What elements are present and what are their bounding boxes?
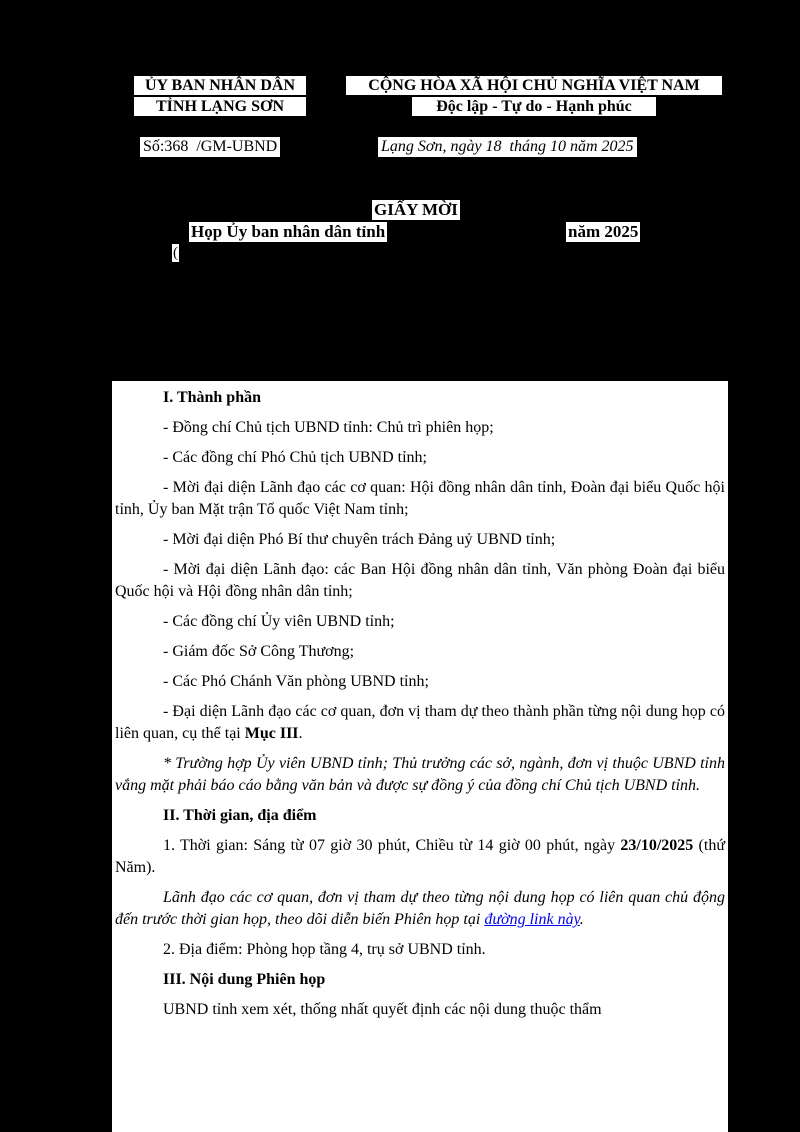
participant-item-9	[115, 701, 725, 745]
national-title: CỘNG HÒA XÃ HỘI CHỦ NGHĨA VIỆT NAM	[346, 76, 722, 95]
participant-item-5: - Mời đại diện Lãnh đạo: các Ban Hội đồng nhân dân tỉnh, Văn phòng Đoàn đại biểu Quốc hội và Hội đồng nhân dân tỉnh;	[115, 561, 725, 600]
issuer-name-line1: ỦY BAN NHÂN DÂN	[134, 76, 306, 95]
participant-item-9-end: .	[298, 725, 303, 742]
meeting-place: 2. Địa điểm: Phòng họp tầng 4, trụ sở UBND tỉnh.	[163, 941, 486, 958]
absence-note: * Trường hợp Ủy viên UBND tỉnh; Thủ trưởng các sở, ngành, đơn vị thuộc UBND tỉnh vắng mặt phải báo cáo bằng văn bản và được sự đồng ý của đồng chí Chủ tịch UBND tỉnh.	[115, 755, 725, 794]
participant-item-8: - Các Phó Chánh Văn phòng UBND tỉnh;	[163, 673, 429, 690]
section-1-heading: I. Thành phần	[163, 389, 261, 406]
section-reference: Mục III	[244, 725, 299, 742]
meeting-link[interactable]: đường link này	[484, 911, 580, 928]
document-type: GIẤY MỜI	[374, 200, 458, 219]
participant-item-2: - Các đồng chí Phó Chủ tịch UBND tỉnh;	[163, 449, 427, 466]
reference-prefix: Số:	[143, 138, 165, 155]
participant-item-9-text: - Đại diện Lãnh đạo các cơ quan, đơn vị tham dự theo thành phần từng nội dung họp có liên quan, cụ thể tại	[115, 703, 725, 742]
issuer-name-line2: TỈNH LẠNG SƠN	[134, 97, 306, 116]
reference-suffix: /GM-UBND	[196, 138, 278, 155]
reference-number	[140, 137, 280, 157]
meeting-date: 23/10/2025	[620, 837, 694, 854]
subject-part2: năm 2025	[568, 222, 639, 241]
participant-item-1: - Đồng chí Chủ tịch UBND tỉnh: Chủ trì phiên họp;	[163, 419, 494, 436]
date-day: 18	[485, 138, 502, 155]
section-3-heading: III. Nội dung Phiên họp	[163, 971, 326, 988]
participant-item-6: - Các đồng chí Ủy viên UBND tỉnh;	[163, 613, 395, 630]
attendance-note	[115, 887, 725, 931]
place-date-suffix: tháng 10 năm 2025	[509, 138, 634, 155]
document-body	[112, 381, 728, 1132]
attendance-note-text: Lãnh đạo các cơ quan, đơn vị tham dự theo từng nội dung họp có liên quan chủ động đến trước thời gian họp, theo dõi diễn biến Phiên họp tại	[115, 889, 725, 928]
subject-part1: Họp Ủy ban nhân dân tỉnh	[191, 222, 386, 241]
place-date-prefix: Lạng Sơn, ngày	[381, 138, 482, 155]
redaction-block	[404, 222, 564, 244]
subject-paren: (	[173, 245, 178, 261]
attendance-note-end: .	[579, 911, 584, 928]
place-date	[378, 137, 637, 157]
section-2-heading: II. Thời gian, địa điểm	[163, 807, 317, 824]
participant-item-3: - Mời đại diện Lãnh đạo các cơ quan: Hội đồng nhân dân tỉnh, Đoàn đại biểu Quốc hội tỉnh, Ủy ban Mặt trận Tổ quốc Việt Nam tỉnh;	[115, 479, 725, 518]
national-motto: Độc lập - Tự do - Hạnh phúc	[412, 97, 656, 116]
meeting-time-text: 1. Thời gian: Sáng từ 07 giờ 30 phút, Chiều từ 14 giờ 00 phút, ngày	[163, 837, 621, 854]
participant-item-4: - Mời đại diện Phó Bí thư chuyên trách Đảng uỷ UBND tỉnh;	[163, 531, 556, 548]
meeting-time	[115, 835, 725, 879]
participant-item-7: - Giám đốc Sở Công Thương;	[163, 643, 355, 660]
section-3-intro: UBND tỉnh xem xét, thống nhất quyết định các nội dung thuộc thẩm	[163, 1001, 602, 1018]
meeting-weekday: (thứ Năm).	[115, 837, 726, 876]
reference-value: 368	[164, 138, 189, 155]
